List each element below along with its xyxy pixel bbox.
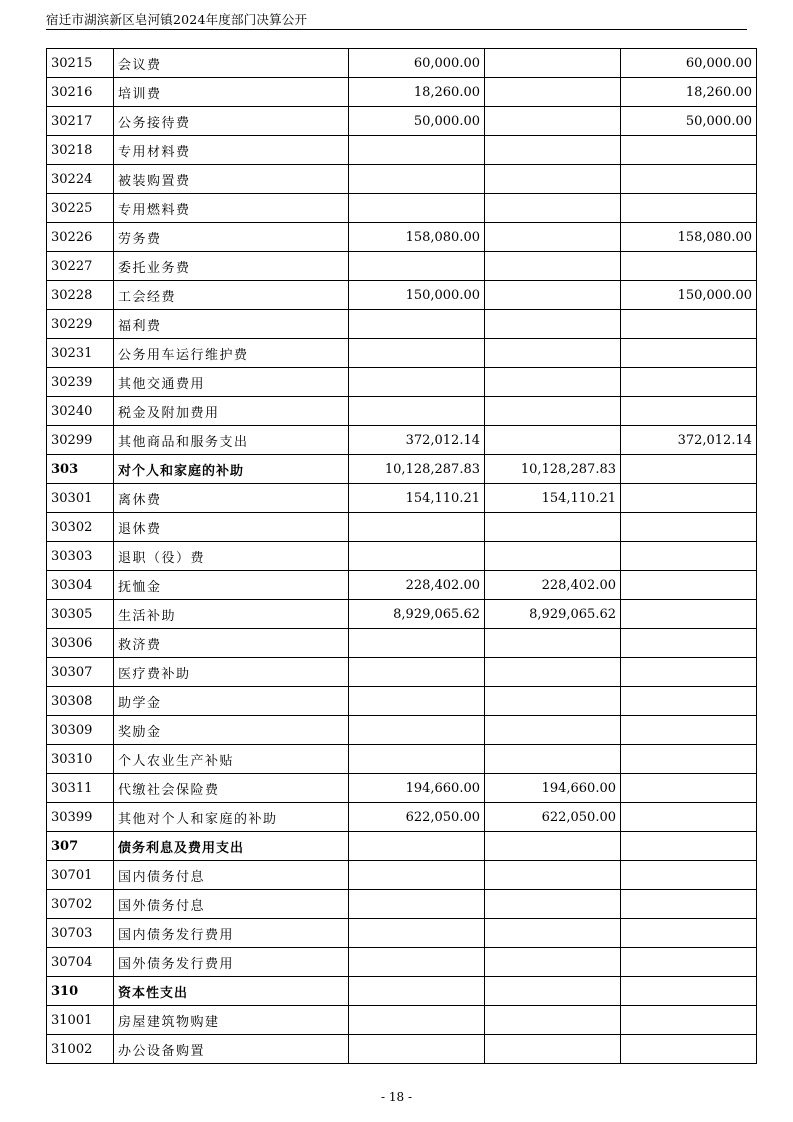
account-name-cell: 离休费: [114, 484, 349, 513]
account-name-cell: 公务用车运行维护费: [114, 339, 349, 368]
table-row: [47, 165, 757, 194]
basic-expenditure-cell: [485, 368, 621, 397]
account-code-cell: 30303: [47, 542, 114, 571]
project-expenditure-cell: [621, 542, 757, 571]
account-code-cell: 310: [47, 977, 114, 1006]
account-name-cell: 委托业务费: [114, 252, 349, 281]
total-amount-cell: [349, 136, 485, 165]
basic-expenditure-cell: [485, 78, 621, 107]
total-amount-cell: [349, 832, 485, 861]
account-code-cell: 30305: [47, 600, 114, 629]
total-amount-cell: 228,402.00: [349, 571, 485, 600]
total-amount-cell: 622,050.00: [349, 803, 485, 832]
account-code-cell: 30308: [47, 687, 114, 716]
basic-expenditure-cell: [485, 832, 621, 861]
total-amount-cell: [349, 397, 485, 426]
account-code-cell: 30228: [47, 281, 114, 310]
budget-table: [46, 48, 757, 1064]
basic-expenditure-cell: [485, 513, 621, 542]
account-code-cell: 30217: [47, 107, 114, 136]
total-amount-cell: 18,260.00: [349, 78, 485, 107]
account-name-cell: 退职（役）费: [114, 542, 349, 571]
account-code-cell: 30226: [47, 223, 114, 252]
project-expenditure-cell: [621, 658, 757, 687]
account-code-cell: 30702: [47, 890, 114, 919]
account-code-cell: 30701: [47, 861, 114, 890]
basic-expenditure-cell: [485, 542, 621, 571]
table-row: [47, 107, 757, 136]
total-amount-cell: [349, 194, 485, 223]
project-expenditure-cell: [621, 600, 757, 629]
project-expenditure-cell: 60,000.00: [621, 49, 757, 78]
account-code-cell: 31002: [47, 1035, 114, 1064]
account-code-cell: 303: [47, 455, 114, 484]
table-row: [47, 1006, 757, 1035]
table-section-row: [47, 455, 757, 484]
account-code-cell: 30218: [47, 136, 114, 165]
account-name-cell: 培训费: [114, 78, 349, 107]
table-row: [47, 78, 757, 107]
project-expenditure-cell: 18,260.00: [621, 78, 757, 107]
account-name-cell: 国内债务付息: [114, 861, 349, 890]
basic-expenditure-cell: [485, 716, 621, 745]
basic-expenditure-cell: [485, 165, 621, 194]
project-expenditure-cell: 50,000.00: [621, 107, 757, 136]
basic-expenditure-cell: [485, 339, 621, 368]
basic-expenditure-cell: [485, 310, 621, 339]
table-row: [47, 745, 757, 774]
table-section-row: [47, 832, 757, 861]
basic-expenditure-cell: 10,128,287.83: [485, 455, 621, 484]
total-amount-cell: [349, 165, 485, 194]
project-expenditure-cell: [621, 484, 757, 513]
account-name-cell: 会议费: [114, 49, 349, 78]
table-row: [47, 629, 757, 658]
account-name-cell: 医疗费补助: [114, 658, 349, 687]
basic-expenditure-cell: [485, 977, 621, 1006]
account-code-cell: 30227: [47, 252, 114, 281]
total-amount-cell: [349, 948, 485, 977]
total-amount-cell: 50,000.00: [349, 107, 485, 136]
table-section-row: [47, 977, 757, 1006]
table-row: [47, 658, 757, 687]
table-row: [47, 223, 757, 252]
total-amount-cell: [349, 658, 485, 687]
account-code-cell: 30229: [47, 310, 114, 339]
basic-expenditure-cell: [485, 745, 621, 774]
account-name-cell: 工会经费: [114, 281, 349, 310]
table-row: [47, 861, 757, 890]
basic-expenditure-cell: 154,110.21: [485, 484, 621, 513]
project-expenditure-cell: [621, 165, 757, 194]
project-expenditure-cell: [621, 948, 757, 977]
table-row: [47, 426, 757, 455]
account-name-cell: 被装购置费: [114, 165, 349, 194]
table-row: [47, 1035, 757, 1064]
basic-expenditure-cell: [485, 136, 621, 165]
account-name-cell: 抚恤金: [114, 571, 349, 600]
total-amount-cell: [349, 368, 485, 397]
account-name-cell: 退休费: [114, 513, 349, 542]
account-name-cell: 国内债务发行费用: [114, 919, 349, 948]
account-name-cell: 劳务费: [114, 223, 349, 252]
total-amount-cell: [349, 977, 485, 1006]
project-expenditure-cell: [621, 919, 757, 948]
table-row: [47, 49, 757, 78]
account-name-cell: 对个人和家庭的补助: [114, 455, 349, 484]
project-expenditure-cell: [621, 368, 757, 397]
account-name-cell: 其他商品和服务支出: [114, 426, 349, 455]
project-expenditure-cell: [621, 977, 757, 1006]
table-row: [47, 890, 757, 919]
table-row: [47, 136, 757, 165]
total-amount-cell: 150,000.00: [349, 281, 485, 310]
account-code-cell: 30309: [47, 716, 114, 745]
account-code-cell: 30240: [47, 397, 114, 426]
account-code-cell: 30704: [47, 948, 114, 977]
account-name-cell: 个人农业生产补贴: [114, 745, 349, 774]
table-row: [47, 600, 757, 629]
basic-expenditure-cell: [485, 687, 621, 716]
account-code-cell: 30311: [47, 774, 114, 803]
project-expenditure-cell: [621, 571, 757, 600]
account-name-cell: 生活补助: [114, 600, 349, 629]
basic-expenditure-cell: [485, 223, 621, 252]
table-row: [47, 339, 757, 368]
table-row: [47, 774, 757, 803]
account-name-cell: 代缴社会保险费: [114, 774, 349, 803]
account-code-cell: 30216: [47, 78, 114, 107]
total-amount-cell: [349, 745, 485, 774]
account-code-cell: 307: [47, 832, 114, 861]
account-code-cell: 30306: [47, 629, 114, 658]
account-code-cell: 30310: [47, 745, 114, 774]
basic-expenditure-cell: [485, 107, 621, 136]
basic-expenditure-cell: [485, 948, 621, 977]
budget-table-body: [47, 49, 757, 1064]
table-row: [47, 687, 757, 716]
total-amount-cell: 60,000.00: [349, 49, 485, 78]
basic-expenditure-cell: [485, 252, 621, 281]
project-expenditure-cell: [621, 687, 757, 716]
total-amount-cell: [349, 339, 485, 368]
total-amount-cell: [349, 513, 485, 542]
project-expenditure-cell: 158,080.00: [621, 223, 757, 252]
account-name-cell: 国外债务付息: [114, 890, 349, 919]
account-name-cell: 资本性支出: [114, 977, 349, 1006]
account-name-cell: 其他对个人和家庭的补助: [114, 803, 349, 832]
project-expenditure-cell: 150,000.00: [621, 281, 757, 310]
project-expenditure-cell: [621, 252, 757, 281]
account-code-cell: 30225: [47, 194, 114, 223]
table-row: [47, 310, 757, 339]
account-name-cell: 房屋建筑物购建: [114, 1006, 349, 1035]
total-amount-cell: 154,110.21: [349, 484, 485, 513]
account-name-cell: 债务利息及费用支出: [114, 832, 349, 861]
page-header-title: 宿迁市湖滨新区皂河镇2024年度部门决算公开: [46, 12, 308, 27]
account-name-cell: 助学金: [114, 687, 349, 716]
project-expenditure-cell: [621, 832, 757, 861]
header-divider: [46, 29, 747, 30]
basic-expenditure-cell: [485, 1035, 621, 1064]
account-name-cell: 公务接待费: [114, 107, 349, 136]
total-amount-cell: [349, 687, 485, 716]
table-row: [47, 803, 757, 832]
total-amount-cell: [349, 310, 485, 339]
account-code-cell: 30215: [47, 49, 114, 78]
account-code-cell: 30399: [47, 803, 114, 832]
total-amount-cell: [349, 542, 485, 571]
account-code-cell: 30299: [47, 426, 114, 455]
account-code-cell: 30703: [47, 919, 114, 948]
total-amount-cell: [349, 890, 485, 919]
basic-expenditure-cell: 194,660.00: [485, 774, 621, 803]
total-amount-cell: 194,660.00: [349, 774, 485, 803]
account-name-cell: 福利费: [114, 310, 349, 339]
project-expenditure-cell: [621, 803, 757, 832]
account-name-cell: 奖励金: [114, 716, 349, 745]
project-expenditure-cell: [621, 397, 757, 426]
basic-expenditure-cell: [485, 1006, 621, 1035]
account-code-cell: 31001: [47, 1006, 114, 1035]
basic-expenditure-cell: [485, 629, 621, 658]
total-amount-cell: [349, 252, 485, 281]
basic-expenditure-cell: [485, 658, 621, 687]
project-expenditure-cell: [621, 890, 757, 919]
total-amount-cell: 158,080.00: [349, 223, 485, 252]
total-amount-cell: 372,012.14: [349, 426, 485, 455]
basic-expenditure-cell: [485, 281, 621, 310]
account-name-cell: 救济费: [114, 629, 349, 658]
project-expenditure-cell: [621, 1006, 757, 1035]
table-row: [47, 368, 757, 397]
total-amount-cell: [349, 1035, 485, 1064]
table-row: [47, 571, 757, 600]
account-name-cell: 专用材料费: [114, 136, 349, 165]
table-row: [47, 948, 757, 977]
project-expenditure-cell: [621, 310, 757, 339]
table-row: [47, 919, 757, 948]
table-row: [47, 716, 757, 745]
account-code-cell: 30301: [47, 484, 114, 513]
account-code-cell: 30304: [47, 571, 114, 600]
basic-expenditure-cell: [485, 397, 621, 426]
basic-expenditure-cell: 622,050.00: [485, 803, 621, 832]
total-amount-cell: 10,128,287.83: [349, 455, 485, 484]
project-expenditure-cell: [621, 1035, 757, 1064]
basic-expenditure-cell: 8,929,065.62: [485, 600, 621, 629]
total-amount-cell: [349, 629, 485, 658]
project-expenditure-cell: [621, 455, 757, 484]
table-row: [47, 484, 757, 513]
account-name-cell: 税金及附加费用: [114, 397, 349, 426]
project-expenditure-cell: 372,012.14: [621, 426, 757, 455]
table-row: [47, 542, 757, 571]
basic-expenditure-cell: 228,402.00: [485, 571, 621, 600]
project-expenditure-cell: [621, 774, 757, 803]
account-name-cell: 专用燃料费: [114, 194, 349, 223]
account-name-cell: 办公设备购置: [114, 1035, 349, 1064]
total-amount-cell: [349, 919, 485, 948]
project-expenditure-cell: [621, 136, 757, 165]
page-number: - 18 -: [380, 1090, 412, 1104]
basic-expenditure-cell: [485, 194, 621, 223]
project-expenditure-cell: [621, 339, 757, 368]
account-name-cell: 其他交通费用: [114, 368, 349, 397]
basic-expenditure-cell: [485, 49, 621, 78]
basic-expenditure-cell: [485, 919, 621, 948]
total-amount-cell: [349, 716, 485, 745]
account-code-cell: 30224: [47, 165, 114, 194]
total-amount-cell: [349, 1006, 485, 1035]
basic-expenditure-cell: [485, 861, 621, 890]
table-row: [47, 281, 757, 310]
account-code-cell: 30302: [47, 513, 114, 542]
account-code-cell: 30239: [47, 368, 114, 397]
basic-expenditure-cell: [485, 890, 621, 919]
project-expenditure-cell: [621, 513, 757, 542]
table-row: [47, 513, 757, 542]
project-expenditure-cell: [621, 861, 757, 890]
total-amount-cell: [349, 861, 485, 890]
table-row: [47, 252, 757, 281]
project-expenditure-cell: [621, 745, 757, 774]
account-name-cell: 国外债务发行费用: [114, 948, 349, 977]
table-row: [47, 194, 757, 223]
account-code-cell: 30231: [47, 339, 114, 368]
project-expenditure-cell: [621, 629, 757, 658]
total-amount-cell: 8,929,065.62: [349, 600, 485, 629]
table-row: [47, 397, 757, 426]
project-expenditure-cell: [621, 716, 757, 745]
project-expenditure-cell: [621, 194, 757, 223]
account-code-cell: 30307: [47, 658, 114, 687]
basic-expenditure-cell: [485, 426, 621, 455]
